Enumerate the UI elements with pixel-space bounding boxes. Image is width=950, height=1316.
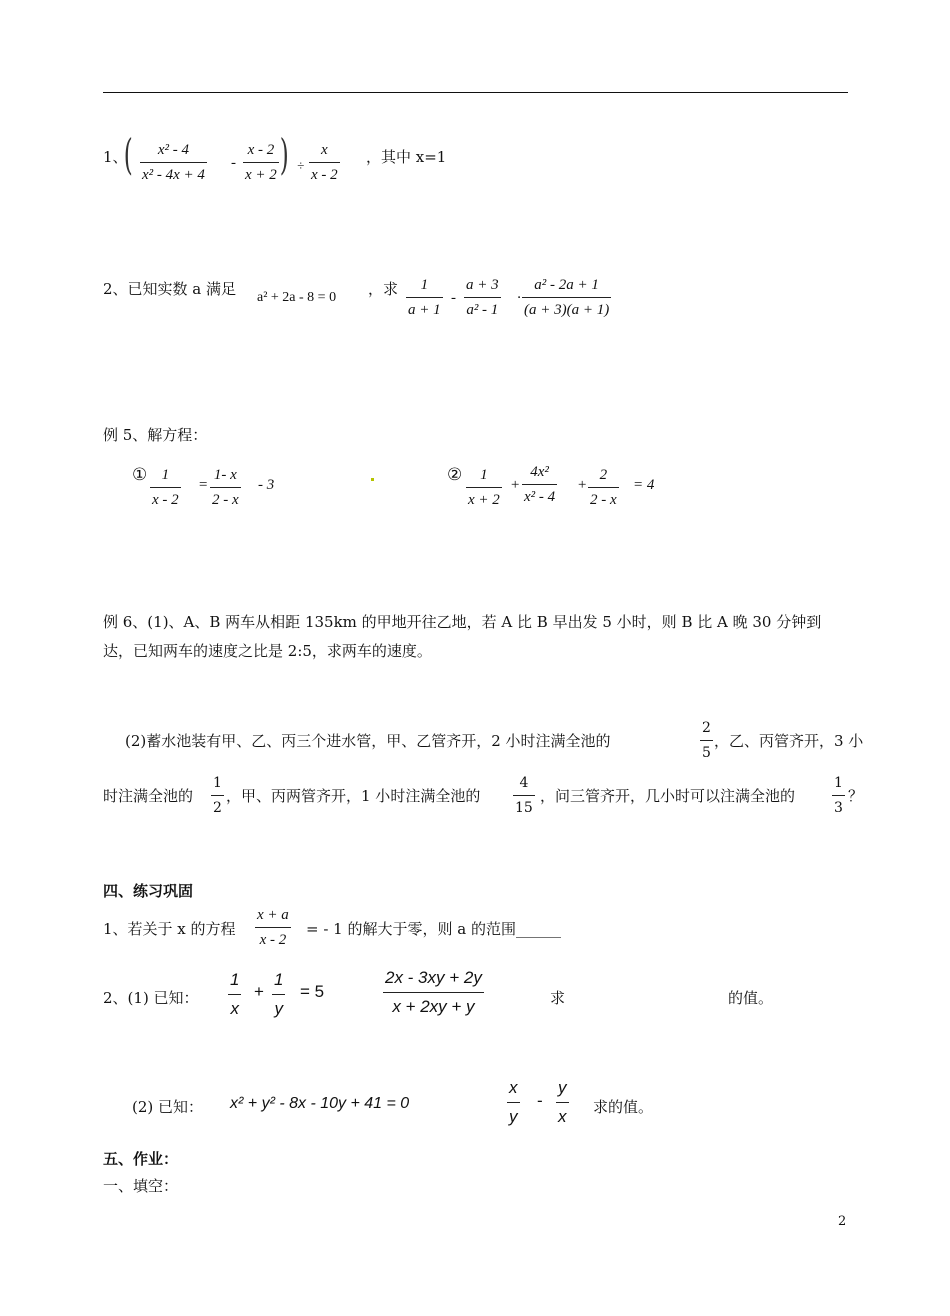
condition-text: ，其中 x=1 [366,148,447,166]
section-5-subtitle: 一、填空： [103,1177,179,1195]
numerator: 2x - 3xy + 2y [385,968,482,987]
problem-1-label: 1、 [103,148,128,166]
fraction [140,141,207,184]
q3-equation: x² + y² - 8x - 10y + 41 = 0 [230,1095,410,1112]
fraction [832,774,845,817]
equals-value: = 5 [300,982,325,1001]
q1-text-b: = - 1 的解大于零，则 a 的范围______ [306,920,561,938]
denominator: a + 1 [408,302,441,318]
denominator: x + 2 [468,492,500,508]
denominator: x² - 4 [524,489,556,505]
denominator: 2 - x [590,492,617,508]
q2-text-a: (2)蓄水池装有甲、乙、丙三个进水管，甲、乙管齐开，2 小时注满全池的 [125,732,611,750]
numerator: 2 [599,467,608,483]
fraction [406,276,443,319]
equation-1-label: ① [132,465,148,485]
problem-2-label: 2、已知实数 a 满足 [103,280,237,298]
fraction [150,466,181,509]
left-paren: ( [123,130,133,179]
denominator: 2 - x [212,492,239,508]
condition-equation: a² + 2a - 8 = 0 [257,290,337,305]
denominator: x - 2 [259,932,287,948]
equation-2-label: ② [447,465,463,485]
q3-end-text: 求的值。 [593,1098,654,1116]
numerator: y [558,1078,567,1097]
plus-sign: + [510,477,521,493]
minus-sign: - [451,290,456,306]
denominator: y [274,999,283,1018]
denominator: 5 [702,745,711,761]
section-4-title: 四、练习巩固 [103,882,194,900]
denominator: (a + 3)(a + 1) [524,302,610,318]
denominator: a² - 1 [466,302,499,318]
denominator: 15 [515,800,533,816]
example-6-line-2: 达，已知两车的速度之比是 2:5，求两车的速度。 [103,642,432,660]
numerator: a + 3 [466,277,499,293]
fraction [522,276,611,319]
numerator: a² - 2a + 1 [534,277,599,293]
numerator: 4x² [530,464,549,480]
fraction [211,774,224,817]
numerator: x [509,1078,518,1097]
fraction [700,719,713,762]
fraction [466,466,502,509]
numerator: 1 [274,970,284,989]
tail-term: - 3 [258,477,275,493]
fraction [464,276,501,319]
q2-label: 2、(1) 已知： [103,989,199,1007]
denominator: x [558,1107,567,1126]
numerator: 1 [420,277,429,293]
ask-text: 求 [550,989,566,1007]
fraction [522,463,557,506]
fraction [556,1077,569,1128]
fraction [272,969,285,1020]
q2-text-d: ，甲、丙两管齐开，1 小时注满全池的 [226,787,481,805]
header-rule [103,92,848,93]
denominator: 3 [834,800,843,816]
denominator: 2 [213,800,222,816]
page-number: 2 [838,1214,847,1229]
right-paren: ) [279,130,289,179]
plus-sign: + [254,982,264,1001]
fraction [309,141,340,184]
minus-sign: - [231,155,236,171]
fraction [243,141,279,184]
numerator: x² - 4 [157,142,190,158]
denominator: y [509,1107,518,1126]
example-6-line-1: 例 6、(1)、A、B 两车从相距 135km 的甲地开往乙地，若 A 比 B 早出发 5 小时，则 B 比 A 晚 30 分钟到 [103,613,822,631]
divide-sign: ÷ [297,158,305,173]
fraction [513,774,535,817]
equals-sign: = [198,477,209,493]
denominator: x [230,999,239,1018]
stray-dot [371,478,374,481]
denominator: x + 2xy + y [392,997,475,1016]
numerator: 1 [480,467,488,483]
numerator: 1- x [213,467,237,483]
q1-text-a: 1、若关于 x 的方程 [103,920,236,938]
numerator: 4 [519,775,529,791]
numerator: 1 [161,467,170,483]
q2-text-e: ，问三管齐开，几小时可以注满全池的 [540,787,796,805]
denominator: x² - 4x + 4 [142,167,205,183]
denominator: x + 2 [245,167,277,183]
q2-text-b: ，乙、丙管齐开，3 小 [714,732,864,750]
fraction [507,1077,520,1128]
q3-label: (2) 已知： [132,1098,204,1116]
numerator: 1 [834,775,843,791]
example-5-title: 例 5、解方程： [103,426,208,444]
numerator: x - 2 [247,142,275,158]
minus-sign: - [537,1091,543,1110]
fraction [588,466,619,509]
fraction [255,906,291,949]
numerator: 1 [230,970,240,989]
numerator: 2 [702,720,711,736]
ask-text: ，求 [368,280,399,298]
denominator: x - 2 [311,167,338,183]
denominator: x - 2 [152,492,179,508]
fraction [383,967,484,1018]
plus-sign: + [577,477,588,493]
tail-term: = 4 [633,477,655,493]
dot-sign: · [517,290,521,306]
q2-text-c: 时注满全池的 [103,787,194,805]
q2-text-f: ？ [848,787,864,805]
fraction [210,466,241,509]
section-5-title: 五、作业： [103,1150,179,1168]
numerator: x + a [257,907,289,923]
fraction [228,969,241,1020]
numerator: x [320,142,328,158]
numerator: 1 [213,775,222,791]
q2-end-text: 的值。 [728,989,774,1007]
